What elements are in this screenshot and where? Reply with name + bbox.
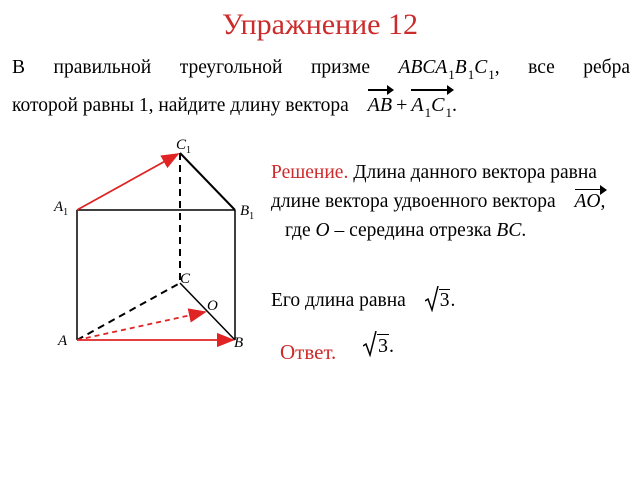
prism-name: $ABCA_1B_1C_1$ xyxy=(398,57,495,82)
vector-a1c1-arrow xyxy=(77,154,178,210)
sqrt-three: 3 xyxy=(425,290,451,312)
answer-value: 3. xyxy=(363,335,394,358)
label-c: C xyxy=(180,271,191,287)
point-o: O xyxy=(315,220,330,241)
edge-c1b1 xyxy=(180,153,235,210)
label-a1: $A_1$ xyxy=(54,199,69,218)
vector-ao: AO, xyxy=(575,187,606,216)
label-a: A xyxy=(58,333,68,349)
sqrt-three-answer: 3 xyxy=(363,335,389,358)
vector-a1c1: $A_1C_1$ xyxy=(411,87,452,125)
solution-text: Решение. Длина данного вектора равна длине вектора удвоенного вектора AO, где O – середина отрезка BC. xyxy=(271,162,606,241)
length-statement: Его длина равна 3. xyxy=(271,290,455,312)
label-b1: $B_1$ xyxy=(240,203,255,222)
solution-label: Решение. xyxy=(271,162,349,183)
label-c1: $C_1$ xyxy=(176,137,192,156)
page-title: Упражнение 12 xyxy=(222,8,418,41)
prism-figure xyxy=(50,135,265,360)
vector-sum: AB + $A_1C_1$. xyxy=(368,94,457,116)
label-o: O xyxy=(207,298,218,314)
problem-line-2: которой равны 1, найдите длину вектора AB + $A_1C_1$. xyxy=(12,87,630,125)
problem-statement xyxy=(12,50,630,125)
answer-label: Ответ. xyxy=(280,340,337,364)
vector-ao-arrow xyxy=(77,312,205,340)
edge-ac xyxy=(77,283,180,340)
label-b: B xyxy=(234,335,244,351)
segment-bc: BC xyxy=(496,220,522,241)
problem-line-1: В правильной треугольной призме $ABCA_1B_1C_1$, все ребра xyxy=(12,57,631,82)
vector-ab: AB xyxy=(368,87,392,123)
